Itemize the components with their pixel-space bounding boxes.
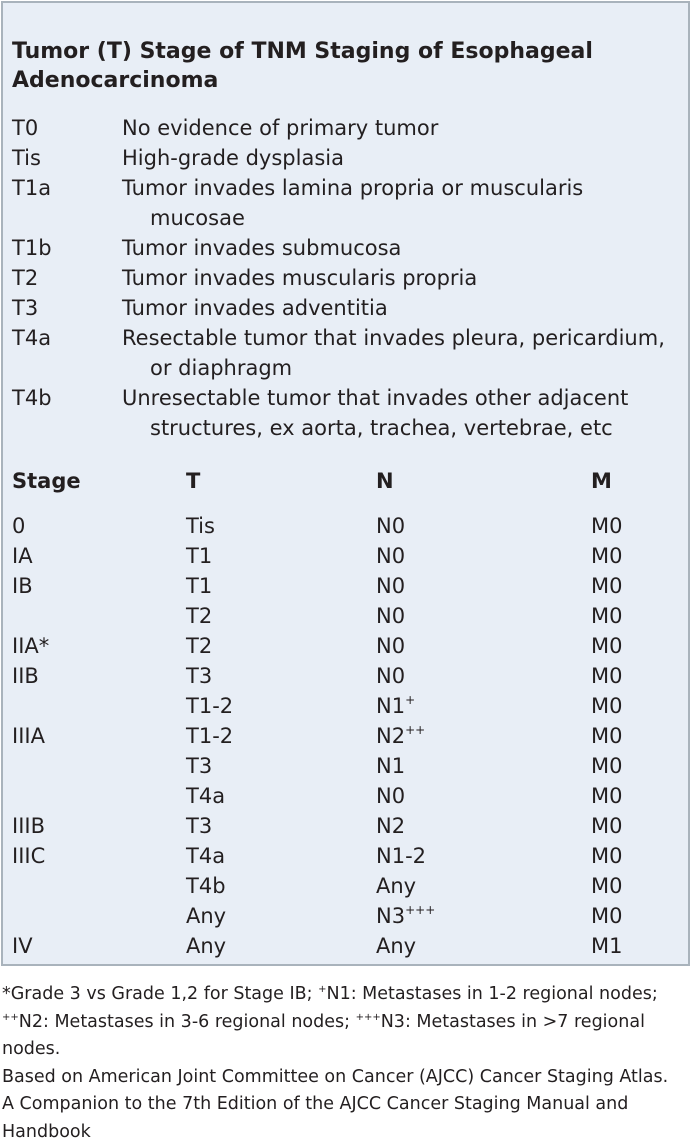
t-stage-description-line: Resectable tumor that invades pleura, pericardium, xyxy=(122,326,665,350)
t-stage-code: T4b xyxy=(12,386,52,410)
cell-m xyxy=(591,901,622,931)
cell-m xyxy=(591,511,622,541)
table-row xyxy=(3,781,692,811)
cell-stage xyxy=(12,631,49,661)
cell-t xyxy=(186,931,226,961)
table-row xyxy=(3,541,692,571)
table-row xyxy=(3,931,692,961)
cell-stage xyxy=(12,661,39,691)
cell-t-text: T2 xyxy=(186,604,213,628)
cell-m-text: M1 xyxy=(591,934,623,958)
cell-n xyxy=(376,691,415,721)
t-stage-description-line: mucosae xyxy=(150,206,245,230)
cell-stage xyxy=(12,541,33,571)
cell-n xyxy=(376,721,425,751)
table-row xyxy=(3,511,692,541)
cell-t-text: T2 xyxy=(186,634,213,658)
footnote-marker: ++ xyxy=(405,723,426,737)
cell-m xyxy=(591,631,622,661)
cell-m xyxy=(591,871,622,901)
cell-stage-text: 0 xyxy=(12,514,26,538)
cell-t-text: Any xyxy=(186,934,227,958)
header-t: T xyxy=(186,469,201,493)
footnote-source: Based on American Joint Committee on Cancer (AJCC) Cancer Staging Atlas. A Companion to the 7th Edition of the AJCC Cancer Staging Manual and Handbook xyxy=(2,1066,669,1142)
t-stage-description-line: or diaphragm xyxy=(150,356,293,380)
cell-stage-text: IIA* xyxy=(12,634,50,658)
table-title: Tumor (T) Stage of TNM Staging of Esophageal Adenocarcinoma xyxy=(12,39,593,93)
cell-t xyxy=(186,721,233,751)
cell-n xyxy=(376,541,405,571)
cell-t xyxy=(186,511,215,541)
header-stage: Stage xyxy=(12,469,81,493)
cell-stage xyxy=(12,811,45,841)
cell-stage-text: IB xyxy=(12,574,33,598)
t-stage-description-line: structures, ex aorta, trachea, vertebrae, etc xyxy=(150,416,613,440)
footnote-definitions: *Grade 3 vs Grade 1,2 for Stage IB; +N1: Metastases in 1-2 regional nodes; ++N2: Metastases in 3-6 regional nodes; +++N3: Metastases in >7 regional nodes. xyxy=(2,984,658,1059)
cell-m-text: M0 xyxy=(591,724,623,748)
cell-t-text: Any xyxy=(186,904,227,928)
cell-m xyxy=(591,601,622,631)
table-row xyxy=(3,691,692,721)
t-stage-code: T0 xyxy=(12,116,39,140)
cell-stage xyxy=(12,571,33,601)
cell-n-text: N2 xyxy=(376,814,406,838)
t-stage-code: Tis xyxy=(12,146,41,170)
cell-stage-text: IIB xyxy=(12,664,39,688)
cell-m-text: M0 xyxy=(591,544,623,568)
footnotes xyxy=(2,981,682,1146)
cell-n-text: N3 xyxy=(376,904,406,928)
cell-n xyxy=(376,811,405,841)
cell-n xyxy=(376,901,435,931)
cell-stage xyxy=(12,721,45,751)
t-stage-description xyxy=(122,113,684,143)
cell-n xyxy=(376,871,416,901)
cell-n xyxy=(376,601,405,631)
header-m: M xyxy=(591,469,612,493)
cell-m-text: M0 xyxy=(591,904,623,928)
cell-n-text: N0 xyxy=(376,664,406,688)
footnote-marker: + xyxy=(405,693,416,707)
cell-t xyxy=(186,841,225,871)
cell-m xyxy=(591,841,622,871)
cell-t xyxy=(186,661,212,691)
cell-n-text: Any xyxy=(376,874,417,898)
cell-t xyxy=(186,601,212,631)
cell-stage-text: IIIB xyxy=(12,814,45,838)
cell-m xyxy=(591,931,622,961)
cell-m xyxy=(591,691,622,721)
cell-n xyxy=(376,751,405,781)
cell-t xyxy=(186,631,212,661)
table-row xyxy=(3,901,692,931)
cell-n-text: N0 xyxy=(376,784,406,808)
cell-t xyxy=(186,811,212,841)
cell-n-text: N0 xyxy=(376,544,406,568)
cell-t-text: Tis xyxy=(186,514,215,538)
t-stage-code: T1a xyxy=(12,176,52,200)
t-stage-description-line: Tumor invades muscularis propria xyxy=(122,266,478,290)
t-stage-description xyxy=(122,173,684,233)
staging-table-panel xyxy=(1,1,690,966)
cell-t-text: T1-2 xyxy=(186,724,234,748)
cell-n xyxy=(376,631,405,661)
cell-t xyxy=(186,541,212,571)
cell-n xyxy=(376,931,416,961)
cell-m xyxy=(591,571,622,601)
t-stage-description-line: No evidence of primary tumor xyxy=(122,116,439,140)
cell-n-text: Any xyxy=(376,934,417,958)
t-stage-description xyxy=(122,293,684,323)
table-row xyxy=(3,571,692,601)
cell-t xyxy=(186,691,233,721)
table-row xyxy=(3,841,692,871)
cell-t-text: T1 xyxy=(186,574,213,598)
t-stage-description xyxy=(122,143,684,173)
cell-t xyxy=(186,751,212,781)
cell-m xyxy=(591,721,622,751)
table-row xyxy=(3,631,692,661)
cell-t xyxy=(186,901,226,931)
cell-t xyxy=(186,871,226,901)
cell-n-text: N1 xyxy=(376,694,406,718)
t-stage-description xyxy=(122,383,684,443)
t-stage-description-line: High-grade dysplasia xyxy=(122,146,344,170)
cell-n xyxy=(376,571,405,601)
table-row xyxy=(3,721,692,751)
cell-n xyxy=(376,841,426,871)
cell-stage xyxy=(12,511,25,541)
cell-n-text: N1 xyxy=(376,754,406,778)
cell-m-text: M0 xyxy=(591,754,623,778)
cell-t-text: T1 xyxy=(186,544,213,568)
cell-n xyxy=(376,661,405,691)
cell-m-text: M0 xyxy=(591,604,623,628)
cell-t-text: T3 xyxy=(186,754,213,778)
t-stage-description xyxy=(122,323,684,383)
t-stage-description xyxy=(122,233,684,263)
cell-n-text: N0 xyxy=(376,604,406,628)
cell-m xyxy=(591,661,622,691)
cell-n-text: N0 xyxy=(376,634,406,658)
t-stage-description-line: Tumor invades adventitia xyxy=(122,296,388,320)
cell-stage-text: IIIA xyxy=(12,724,45,748)
cell-t-text: T3 xyxy=(186,814,213,838)
cell-n-text: N2 xyxy=(376,724,406,748)
cell-m-text: M0 xyxy=(591,844,623,868)
cell-m xyxy=(591,781,622,811)
cell-t-text: T4a xyxy=(186,844,226,868)
cell-m-text: M0 xyxy=(591,664,623,688)
cell-m-text: M0 xyxy=(591,784,623,808)
cell-t-text: T4a xyxy=(186,784,226,808)
t-stage-code: T1b xyxy=(12,236,52,260)
t-stage-code: T4a xyxy=(12,326,52,350)
cell-n-text: N0 xyxy=(376,514,406,538)
cell-stage-text: IA xyxy=(12,544,33,568)
table-row xyxy=(3,751,692,781)
cell-t-text: T3 xyxy=(186,664,213,688)
cell-m-text: M0 xyxy=(591,574,623,598)
cell-m xyxy=(591,811,622,841)
cell-stage-text: IIIC xyxy=(12,844,46,868)
t-stage-description xyxy=(122,263,684,293)
cell-n xyxy=(376,511,405,541)
cell-t-text: T1-2 xyxy=(186,694,234,718)
cell-m-text: M0 xyxy=(591,514,623,538)
header-n: N xyxy=(376,469,394,493)
cell-n-text: N1-2 xyxy=(376,844,427,868)
cell-m-text: M0 xyxy=(591,814,623,838)
t-stage-description-line: Tumor invades lamina propria or muscularis xyxy=(122,176,584,200)
cell-stage-text: IV xyxy=(12,934,33,958)
cell-m xyxy=(591,541,622,571)
t-stage-description-line: Tumor invades submucosa xyxy=(122,236,402,260)
cell-stage xyxy=(12,841,45,871)
cell-stage xyxy=(12,931,33,961)
cell-t xyxy=(186,781,225,811)
footnote-marker: +++ xyxy=(405,903,436,917)
cell-m-text: M0 xyxy=(591,694,623,718)
t-stage-description-line: Unresectable tumor that invades other adjacent xyxy=(122,386,629,410)
table-row xyxy=(3,661,692,691)
cell-m xyxy=(591,751,622,781)
t-stage-code: T3 xyxy=(12,296,39,320)
cell-m-text: M0 xyxy=(591,874,623,898)
cell-n-text: N0 xyxy=(376,574,406,598)
table-row xyxy=(3,871,692,901)
cell-t-text: T4b xyxy=(186,874,226,898)
table-row xyxy=(3,811,692,841)
t-stage-code: T2 xyxy=(12,266,39,290)
cell-m-text: M0 xyxy=(591,634,623,658)
cell-n xyxy=(376,781,405,811)
table-row xyxy=(3,601,692,631)
cell-t xyxy=(186,571,212,601)
